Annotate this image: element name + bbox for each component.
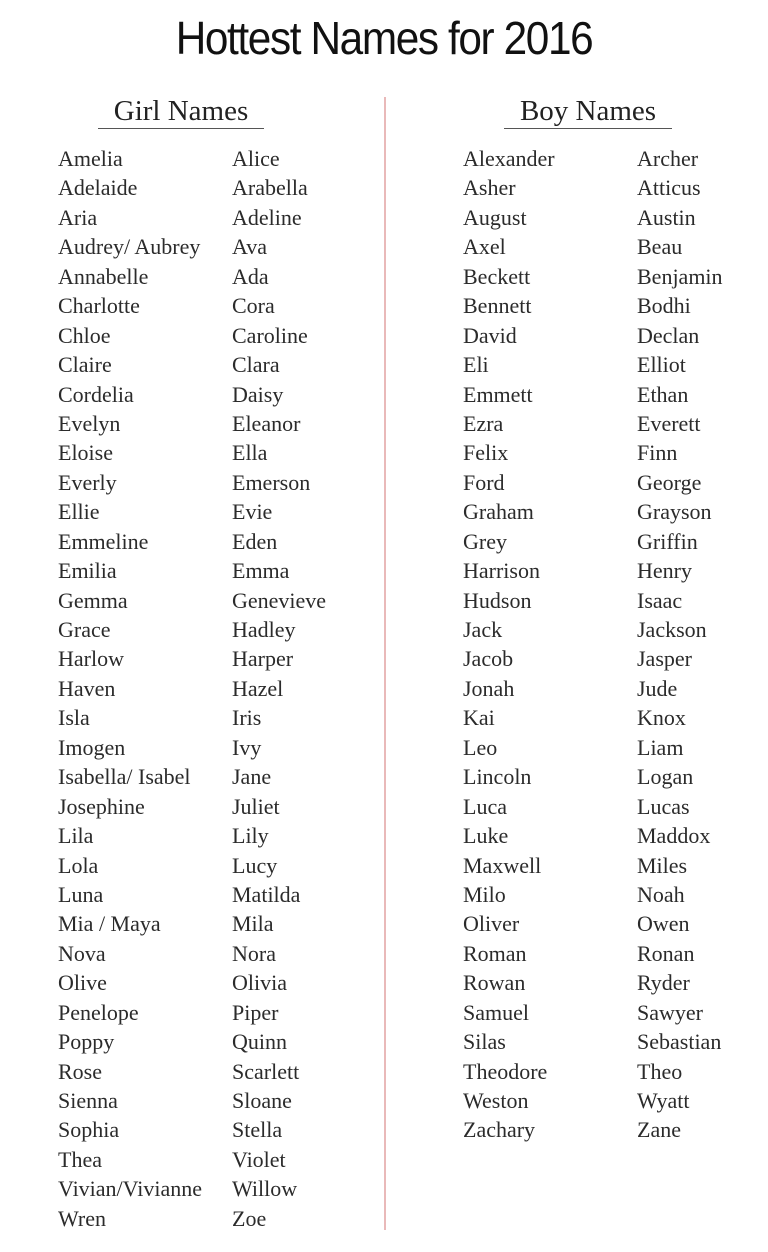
boy-name-item: Eli	[463, 352, 489, 378]
boy-name-item: Bennett	[463, 293, 532, 319]
girl-name-item: Matilda	[232, 881, 301, 907]
girl-name-item: Stella	[232, 1117, 283, 1143]
girl-name-item: Jane	[232, 764, 272, 790]
girl-name-item: Isabella/ Isabel	[58, 764, 191, 790]
girl-name-item: Caroline	[232, 322, 308, 348]
boy-name-item: Lucas	[637, 793, 690, 819]
boy-name-item: Archer	[637, 146, 699, 171]
boy-name-item: Austin	[637, 204, 696, 230]
girl-name-item: Amelia	[58, 146, 123, 171]
boy-name-item: Noah	[637, 881, 685, 907]
girl-name-item: Lucy	[232, 852, 278, 878]
girl-name-item: Harlow	[58, 646, 124, 672]
girl-name-item: Sienna	[58, 1088, 118, 1113]
boy-name-item: Elliot	[637, 352, 686, 378]
girl-name-item: Violet	[232, 1146, 286, 1172]
boy-name-item: Harrison	[463, 558, 540, 584]
boy-name-item: Logan	[637, 764, 694, 790]
girl-name-item: Clara	[232, 352, 280, 378]
girl-name-item: Isla	[58, 705, 90, 731]
boy-name-item: Rowan	[463, 970, 526, 996]
boy-name-item: Jackson	[637, 617, 707, 642]
girl-name-item: Aria	[58, 204, 98, 230]
girl-name-item: Audrey/ Aubrey	[58, 234, 201, 260]
girl-names-column-1	[58, 144, 202, 1233]
girl-name-item: Cordelia	[58, 381, 134, 407]
boy-name-item: Finn	[637, 440, 678, 466]
boy-name-item: Grey	[463, 528, 507, 554]
girl-name-item: Eleanor	[232, 410, 301, 436]
girl-name-item: Vivian/Vivianne	[58, 1176, 202, 1202]
boy-name-item: Griffin	[637, 528, 698, 554]
girl-name-item: Alice	[232, 146, 280, 171]
boy-name-item: Milo	[463, 881, 506, 907]
girl-name-item: Charlotte	[58, 293, 140, 319]
boy-names-heading: Boy Names	[519, 95, 657, 127]
girl-names-underline	[98, 128, 264, 129]
boy-name-item: Asher	[463, 175, 516, 201]
girl-name-item: Thea	[58, 1146, 102, 1172]
boy-name-item: Owen	[637, 911, 690, 937]
boy-name-item: Beckett	[463, 263, 531, 289]
boy-name-item: Emmett	[463, 381, 533, 407]
boy-name-item: Kai	[463, 705, 495, 731]
girl-name-item: Imogen	[58, 734, 126, 760]
boy-name-item: Ethan	[637, 381, 689, 407]
girl-name-item: Everly	[58, 469, 117, 495]
girl-name-item: Nova	[58, 940, 106, 966]
girl-name-item: Daisy	[232, 381, 284, 407]
girl-name-item: Cora	[232, 293, 275, 319]
girl-name-item: Scarlett	[232, 1058, 300, 1084]
boy-name-item: Theo	[637, 1058, 683, 1084]
girl-name-item: Zoe	[232, 1205, 267, 1231]
boy-name-item: Liam	[637, 734, 684, 760]
girl-name-item: Adelaide	[58, 175, 138, 201]
girl-name-item: Harper	[232, 646, 294, 672]
girl-name-item: Lily	[232, 823, 269, 849]
boy-name-item: Luca	[463, 793, 507, 819]
boy-name-item: Bodhi	[637, 293, 691, 319]
boy-name-item: Ronan	[637, 940, 695, 966]
girl-name-item: Ivy	[232, 734, 262, 760]
girl-name-item: Quinn	[232, 1029, 287, 1055]
girl-name-item: Emma	[232, 558, 290, 584]
girl-name-item: Evelyn	[58, 410, 121, 436]
girl-name-item: Iris	[232, 705, 262, 731]
girl-name-item: Genevieve	[232, 587, 327, 613]
girl-name-item: Arabella	[232, 175, 308, 201]
boy-name-item: Felix	[463, 440, 509, 466]
boy-name-item: Silas	[463, 1029, 506, 1055]
boy-name-item: Isaac	[637, 587, 683, 613]
boy-name-item: Zachary	[463, 1117, 536, 1143]
boy-name-item: Theodore	[463, 1058, 548, 1084]
girl-name-item: Olive	[58, 970, 107, 996]
boy-name-item: George	[637, 469, 702, 495]
boy-name-item: Maxwell	[463, 852, 542, 878]
page-title: Hottest Names for 2016	[175, 12, 593, 64]
girl-name-item: Lola	[58, 852, 99, 878]
boy-name-item: Ryder	[637, 970, 690, 996]
girl-name-item: Emerson	[232, 469, 311, 495]
girl-names-heading: Girl Names	[113, 95, 249, 127]
girl-name-item: Poppy	[58, 1029, 115, 1055]
boy-name-item: Samuel	[463, 999, 529, 1025]
boy-name-item: Ford	[463, 469, 505, 495]
girl-name-item: Penelope	[58, 999, 139, 1025]
girl-name-item: Hazel	[232, 675, 284, 701]
girl-name-item: Wren	[58, 1205, 106, 1231]
boy-name-item: David	[463, 322, 517, 348]
girl-name-item: Willow	[232, 1176, 298, 1202]
girl-name-item: Olivia	[232, 970, 287, 996]
column-divider	[384, 97, 386, 1230]
boy-name-item: Luke	[463, 823, 509, 849]
boy-name-item: Declan	[637, 322, 700, 348]
girl-name-item: Ellie	[58, 499, 100, 525]
boy-name-item: Roman	[463, 940, 527, 966]
girl-name-item: Luna	[58, 881, 104, 907]
girl-name-item: Eloise	[58, 440, 113, 466]
girl-name-item: Emilia	[58, 558, 117, 584]
girl-name-item: Claire	[58, 352, 112, 378]
boy-name-item: Grayson	[637, 499, 712, 525]
girl-name-item: Mila	[232, 911, 274, 937]
girl-name-item: Hadley	[232, 617, 296, 642]
girl-name-item: Ava	[232, 234, 268, 260]
boy-name-item: Graham	[463, 499, 534, 525]
girl-name-item: Rose	[58, 1058, 102, 1084]
boy-name-item: Miles	[637, 852, 688, 878]
girl-name-item: Juliet	[232, 793, 280, 819]
boy-name-item: Sawyer	[637, 999, 703, 1025]
boy-name-item: Henry	[637, 558, 692, 584]
boy-name-item: Benjamin	[637, 263, 723, 289]
boy-name-item: Knox	[637, 705, 686, 731]
girl-name-item: Sloane	[232, 1088, 292, 1113]
girl-name-item: Josephine	[58, 793, 145, 819]
boy-name-item: Beau	[637, 234, 683, 260]
boy-name-item: Lincoln	[463, 764, 532, 790]
girl-name-item: Evie	[232, 499, 273, 525]
boy-name-item: Leo	[463, 734, 498, 760]
boy-name-item: Alexander	[463, 146, 555, 171]
boy-name-item: Jonah	[463, 675, 515, 701]
girl-name-item: Ella	[232, 440, 268, 466]
boy-name-item: Wyatt	[637, 1088, 690, 1113]
boy-names-column-2	[637, 144, 723, 1145]
boy-name-item: Oliver	[463, 911, 520, 937]
boy-name-item: Hudson	[463, 587, 532, 613]
girl-name-item: Nora	[232, 940, 276, 966]
boy-name-item: Jude	[637, 675, 678, 701]
boy-name-item: Ezra	[463, 410, 504, 436]
girl-name-item: Emmeline	[58, 528, 149, 554]
boy-name-item: Maddox	[637, 823, 711, 849]
girl-name-item: Lila	[58, 823, 94, 849]
girl-name-item: Grace	[58, 617, 111, 642]
girl-name-item: Adeline	[232, 204, 302, 230]
girl-name-item: Eden	[232, 528, 278, 554]
girl-name-item: Ada	[232, 263, 269, 289]
girl-name-item: Piper	[232, 999, 279, 1025]
boy-name-item: Axel	[463, 234, 506, 260]
boy-name-item: Everett	[637, 410, 701, 436]
girl-name-item: Mia / Maya	[58, 911, 161, 937]
boy-name-item: Jacob	[463, 646, 514, 672]
girl-names-column-2	[232, 144, 326, 1233]
girl-name-item: Sophia	[58, 1117, 120, 1143]
boy-names-column-1	[463, 144, 555, 1145]
girl-name-item: Haven	[58, 675, 116, 701]
boy-names-underline	[504, 128, 672, 129]
boy-name-item: Jack	[463, 617, 503, 642]
girl-name-item: Chloe	[58, 322, 111, 348]
boy-name-item: Zane	[637, 1117, 681, 1143]
boy-name-item: Sebastian	[637, 1029, 722, 1055]
girl-name-item: Gemma	[58, 587, 128, 613]
boy-name-item: Weston	[463, 1088, 529, 1113]
girl-name-item: Annabelle	[58, 263, 149, 289]
boy-name-item: Jasper	[637, 646, 692, 672]
boy-name-item: August	[463, 204, 527, 230]
boy-name-item: Atticus	[637, 175, 701, 201]
